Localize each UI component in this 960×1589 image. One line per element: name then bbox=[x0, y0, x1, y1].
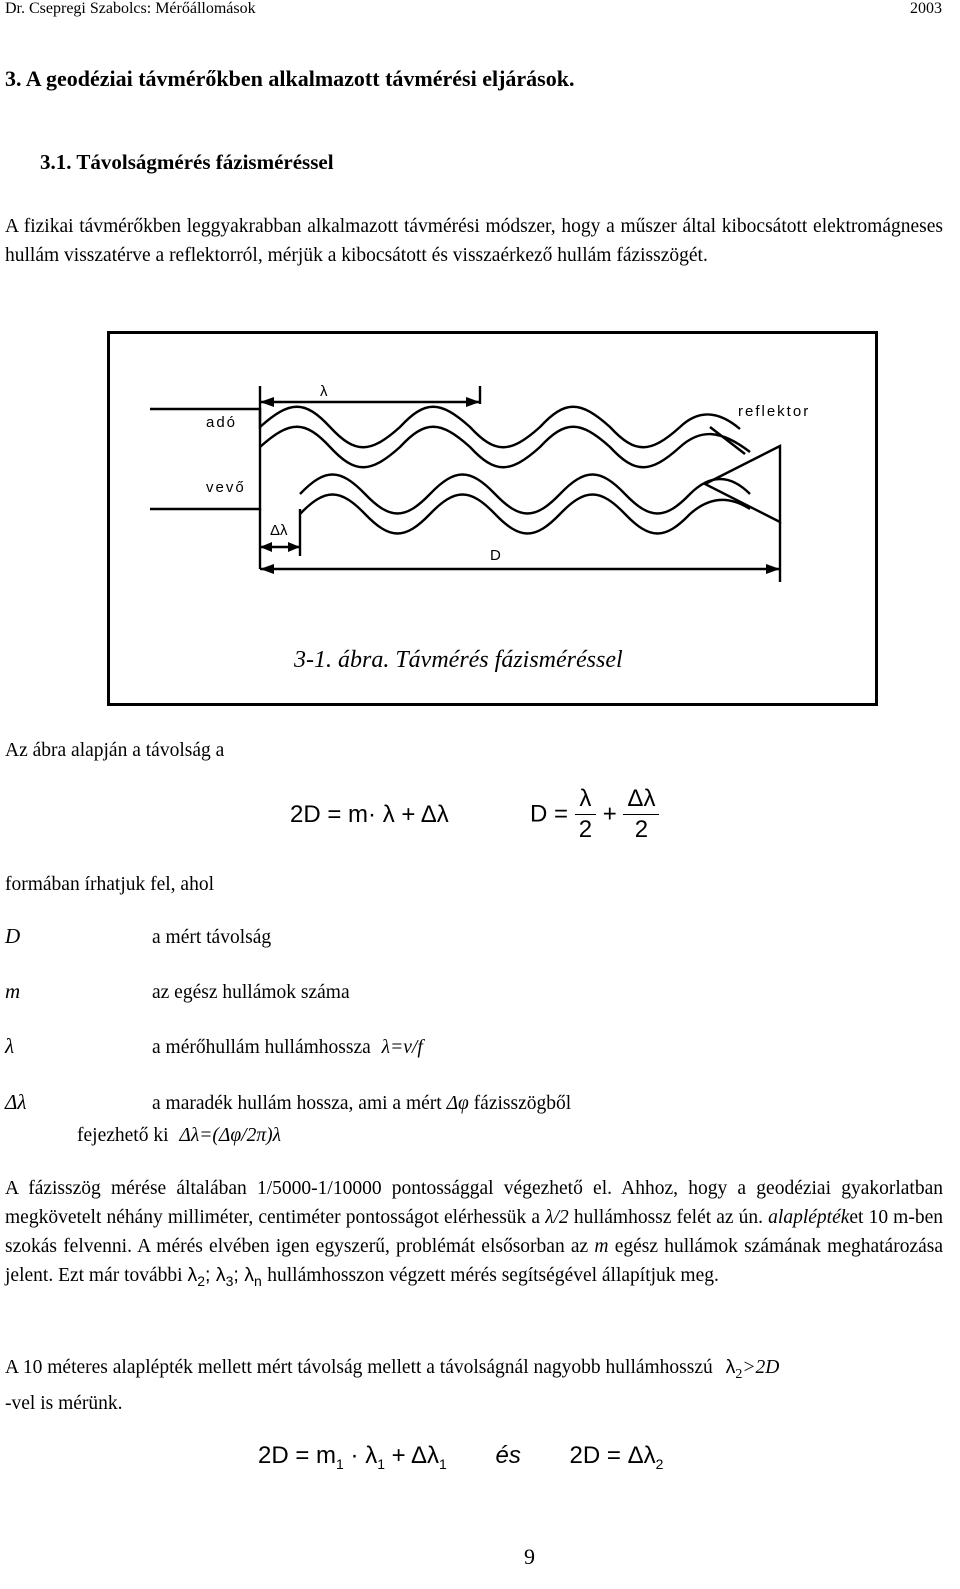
reflector-leader bbox=[710, 427, 745, 454]
figure-label-reflector: reflektor bbox=[738, 403, 811, 420]
p2-m: m bbox=[594, 1236, 609, 1257]
p2-lambda-half: λ/2 bbox=[545, 1207, 569, 1228]
f3-lhs2: 2D bbox=[569, 1442, 601, 1469]
p3-lambda: λ bbox=[725, 1356, 736, 1378]
figure-label-transmitter: adó bbox=[206, 414, 238, 431]
p2-l2: λ bbox=[215, 1264, 226, 1286]
f2-num-1: λ bbox=[575, 784, 596, 815]
f3-lhs: 2D bbox=[258, 1442, 289, 1469]
def-text-D: a mért távolság bbox=[152, 927, 272, 948]
lambda-arrow-right bbox=[466, 397, 480, 407]
p2-em-alaplepték: alaplépték bbox=[768, 1207, 850, 1228]
f2-lhs: D bbox=[530, 800, 548, 828]
def-dl-line2-text: fejezhető ki bbox=[77, 1125, 169, 1146]
reflector-arrow bbox=[705, 446, 780, 522]
p2-l3: λ bbox=[244, 1264, 255, 1286]
f1-plus: + bbox=[401, 801, 416, 828]
def-dl-desc2: fázisszögből bbox=[473, 1093, 572, 1114]
p3-s1: A 10 méteres alaplépték mellett mért távolság mellett a távolságnál nagyobb hullámhosszú bbox=[5, 1357, 713, 1378]
f3-plus: + bbox=[391, 1442, 406, 1469]
header-author-title: Dr. Csepregi Szabolcs: Mérőállomások bbox=[5, 0, 256, 17]
distance-arrow-right bbox=[766, 564, 780, 574]
chapter-title: 3. A geodéziai távmérőkben alkalmazott távmérési eljárások. bbox=[5, 66, 575, 91]
def-delta-lambda-line2 bbox=[77, 1121, 281, 1150]
p2-s1: A fázisszög mérése általában 1/5000-1/10000 pontossággal végezhető el. Ahhoz, hogy a geodéziai gyakorlatban megkövetelt néhány milliméter, centiméter pontosságot elérhessük a bbox=[5, 1178, 943, 1228]
formula-final bbox=[258, 1442, 663, 1472]
figure-frame bbox=[107, 331, 878, 706]
f2-fraction-2 bbox=[623, 784, 659, 845]
f3-sub-dl: 1 bbox=[439, 1455, 447, 1472]
paragraph-phase-accuracy bbox=[5, 1174, 943, 1296]
def-text-delta-lambda bbox=[152, 1089, 571, 1118]
f3-lambda: λ bbox=[365, 1442, 378, 1469]
f2-plus: + bbox=[602, 800, 617, 828]
section-title bbox=[40, 150, 334, 175]
f1-m: m bbox=[348, 801, 369, 828]
figure-label-distance: D bbox=[490, 547, 501, 564]
distance-arrow-left bbox=[260, 564, 274, 574]
p2-s3: et 10 m-ben szokás felvenni. A mérés elvében igen egyszerű, problémát elsősorban az bbox=[5, 1207, 943, 1257]
f1-delta-lambda: Δλ bbox=[420, 801, 449, 828]
transmitted-wave bbox=[260, 407, 740, 448]
f3-sub-m: 1 bbox=[336, 1455, 344, 1472]
f1-eq: = bbox=[327, 801, 342, 828]
def-text-lambda bbox=[152, 1033, 423, 1062]
f3-sub-lambda: 1 bbox=[377, 1455, 385, 1472]
def-symbol-delta-lambda: Δλ bbox=[5, 1090, 27, 1114]
def-dl-phi: Δφ bbox=[446, 1093, 469, 1114]
def-dl-formula: Δλ=(Δφ/2π)λ bbox=[179, 1125, 282, 1146]
f1-dot: · bbox=[368, 801, 377, 828]
f2-eq: = bbox=[554, 800, 569, 828]
f2-fraction-1 bbox=[575, 784, 596, 845]
f1-lhs: 2D bbox=[290, 801, 321, 828]
p2-s2: hullámhossz felét az ún. bbox=[573, 1207, 764, 1228]
p2-sep2: ; bbox=[233, 1264, 239, 1286]
figure-label-lambda: λ bbox=[320, 383, 328, 400]
f3-and: és bbox=[495, 1442, 521, 1469]
p2-subn: n bbox=[254, 1272, 262, 1289]
received-wave bbox=[300, 475, 750, 514]
p2-s5: hullámhosszon végzett mérés segítségével állapítjuk meg. bbox=[267, 1265, 719, 1286]
p2-s4: egész hullámok számának meghatározása jelent. Ezt már további bbox=[5, 1236, 944, 1286]
def-symbol-D: D bbox=[5, 924, 21, 948]
lead-text: Az ábra alapján a távolság a bbox=[5, 740, 225, 761]
paragraph-baseline bbox=[5, 1353, 943, 1418]
p2-lambda-list bbox=[187, 1264, 267, 1289]
f3-dot: · bbox=[350, 1442, 359, 1469]
def-dl-desc: a maradék hullám hossza, ami a mért bbox=[152, 1093, 442, 1114]
p3-sub: 2 bbox=[735, 1366, 743, 1382]
def-symbol-m: m bbox=[5, 979, 21, 1003]
p3-gt: >2D bbox=[742, 1357, 780, 1378]
page-number: 9 bbox=[524, 1544, 535, 1569]
intro-paragraph: A fizikai távmérőkben leggyakrabban alkalmazott távmérési módszer, hogy a műszer által kibocsátott elektromágneses hullám visszatérve a reflektorról, mérjük a kibocsátott és visszaérkező hullám fázisszögét. bbox=[5, 216, 943, 266]
section-number: 3.1. bbox=[40, 150, 72, 174]
header-year: 2003 bbox=[910, 0, 942, 17]
def-lambda-desc: a mérőhullám hullámhossza bbox=[152, 1037, 371, 1058]
f3-delta-lambda2: Δλ bbox=[627, 1442, 656, 1469]
p2-sub3: 3 bbox=[225, 1272, 234, 1289]
f3-m: m bbox=[316, 1442, 337, 1469]
delta-lambda-arrow-right bbox=[288, 542, 300, 552]
f2-den-1: 2 bbox=[578, 816, 593, 843]
p3-s2: -vel is mérünk. bbox=[5, 1392, 123, 1414]
f2-den-2: 2 bbox=[634, 816, 649, 843]
def-symbol-lambda: λ bbox=[5, 1034, 15, 1058]
p2-l1: λ bbox=[187, 1264, 198, 1286]
section-title-text: Távolságmérés fázisméréssel bbox=[76, 150, 334, 174]
f3-eq: = bbox=[295, 1442, 310, 1469]
form-text: formában írhatjuk fel, ahol bbox=[5, 874, 215, 895]
def-lambda-formula: λ=v/f bbox=[381, 1037, 423, 1058]
p2-sep1: ; bbox=[205, 1264, 211, 1286]
formula-D bbox=[530, 784, 659, 845]
figure-label-receiver: vevő bbox=[206, 479, 246, 496]
f3-eq2: = bbox=[606, 1442, 621, 1469]
delta-lambda-arrow-left bbox=[260, 542, 272, 552]
f2-num-2: Δλ bbox=[623, 784, 659, 815]
f3-delta-lambda: Δλ bbox=[411, 1442, 440, 1469]
f1-lambda: λ bbox=[382, 801, 395, 828]
formula-2D bbox=[290, 801, 449, 829]
figure-label-delta-lambda: Δλ bbox=[270, 522, 288, 539]
def-text-m: az egész hullámok száma bbox=[152, 982, 350, 1003]
f3-sub-2: 2 bbox=[655, 1455, 664, 1472]
figure-caption: 3-1. ábra. Távmérés fázisméréssel bbox=[294, 647, 623, 673]
p2-sub2: 2 bbox=[197, 1272, 206, 1289]
lambda-arrow-left bbox=[260, 397, 274, 407]
